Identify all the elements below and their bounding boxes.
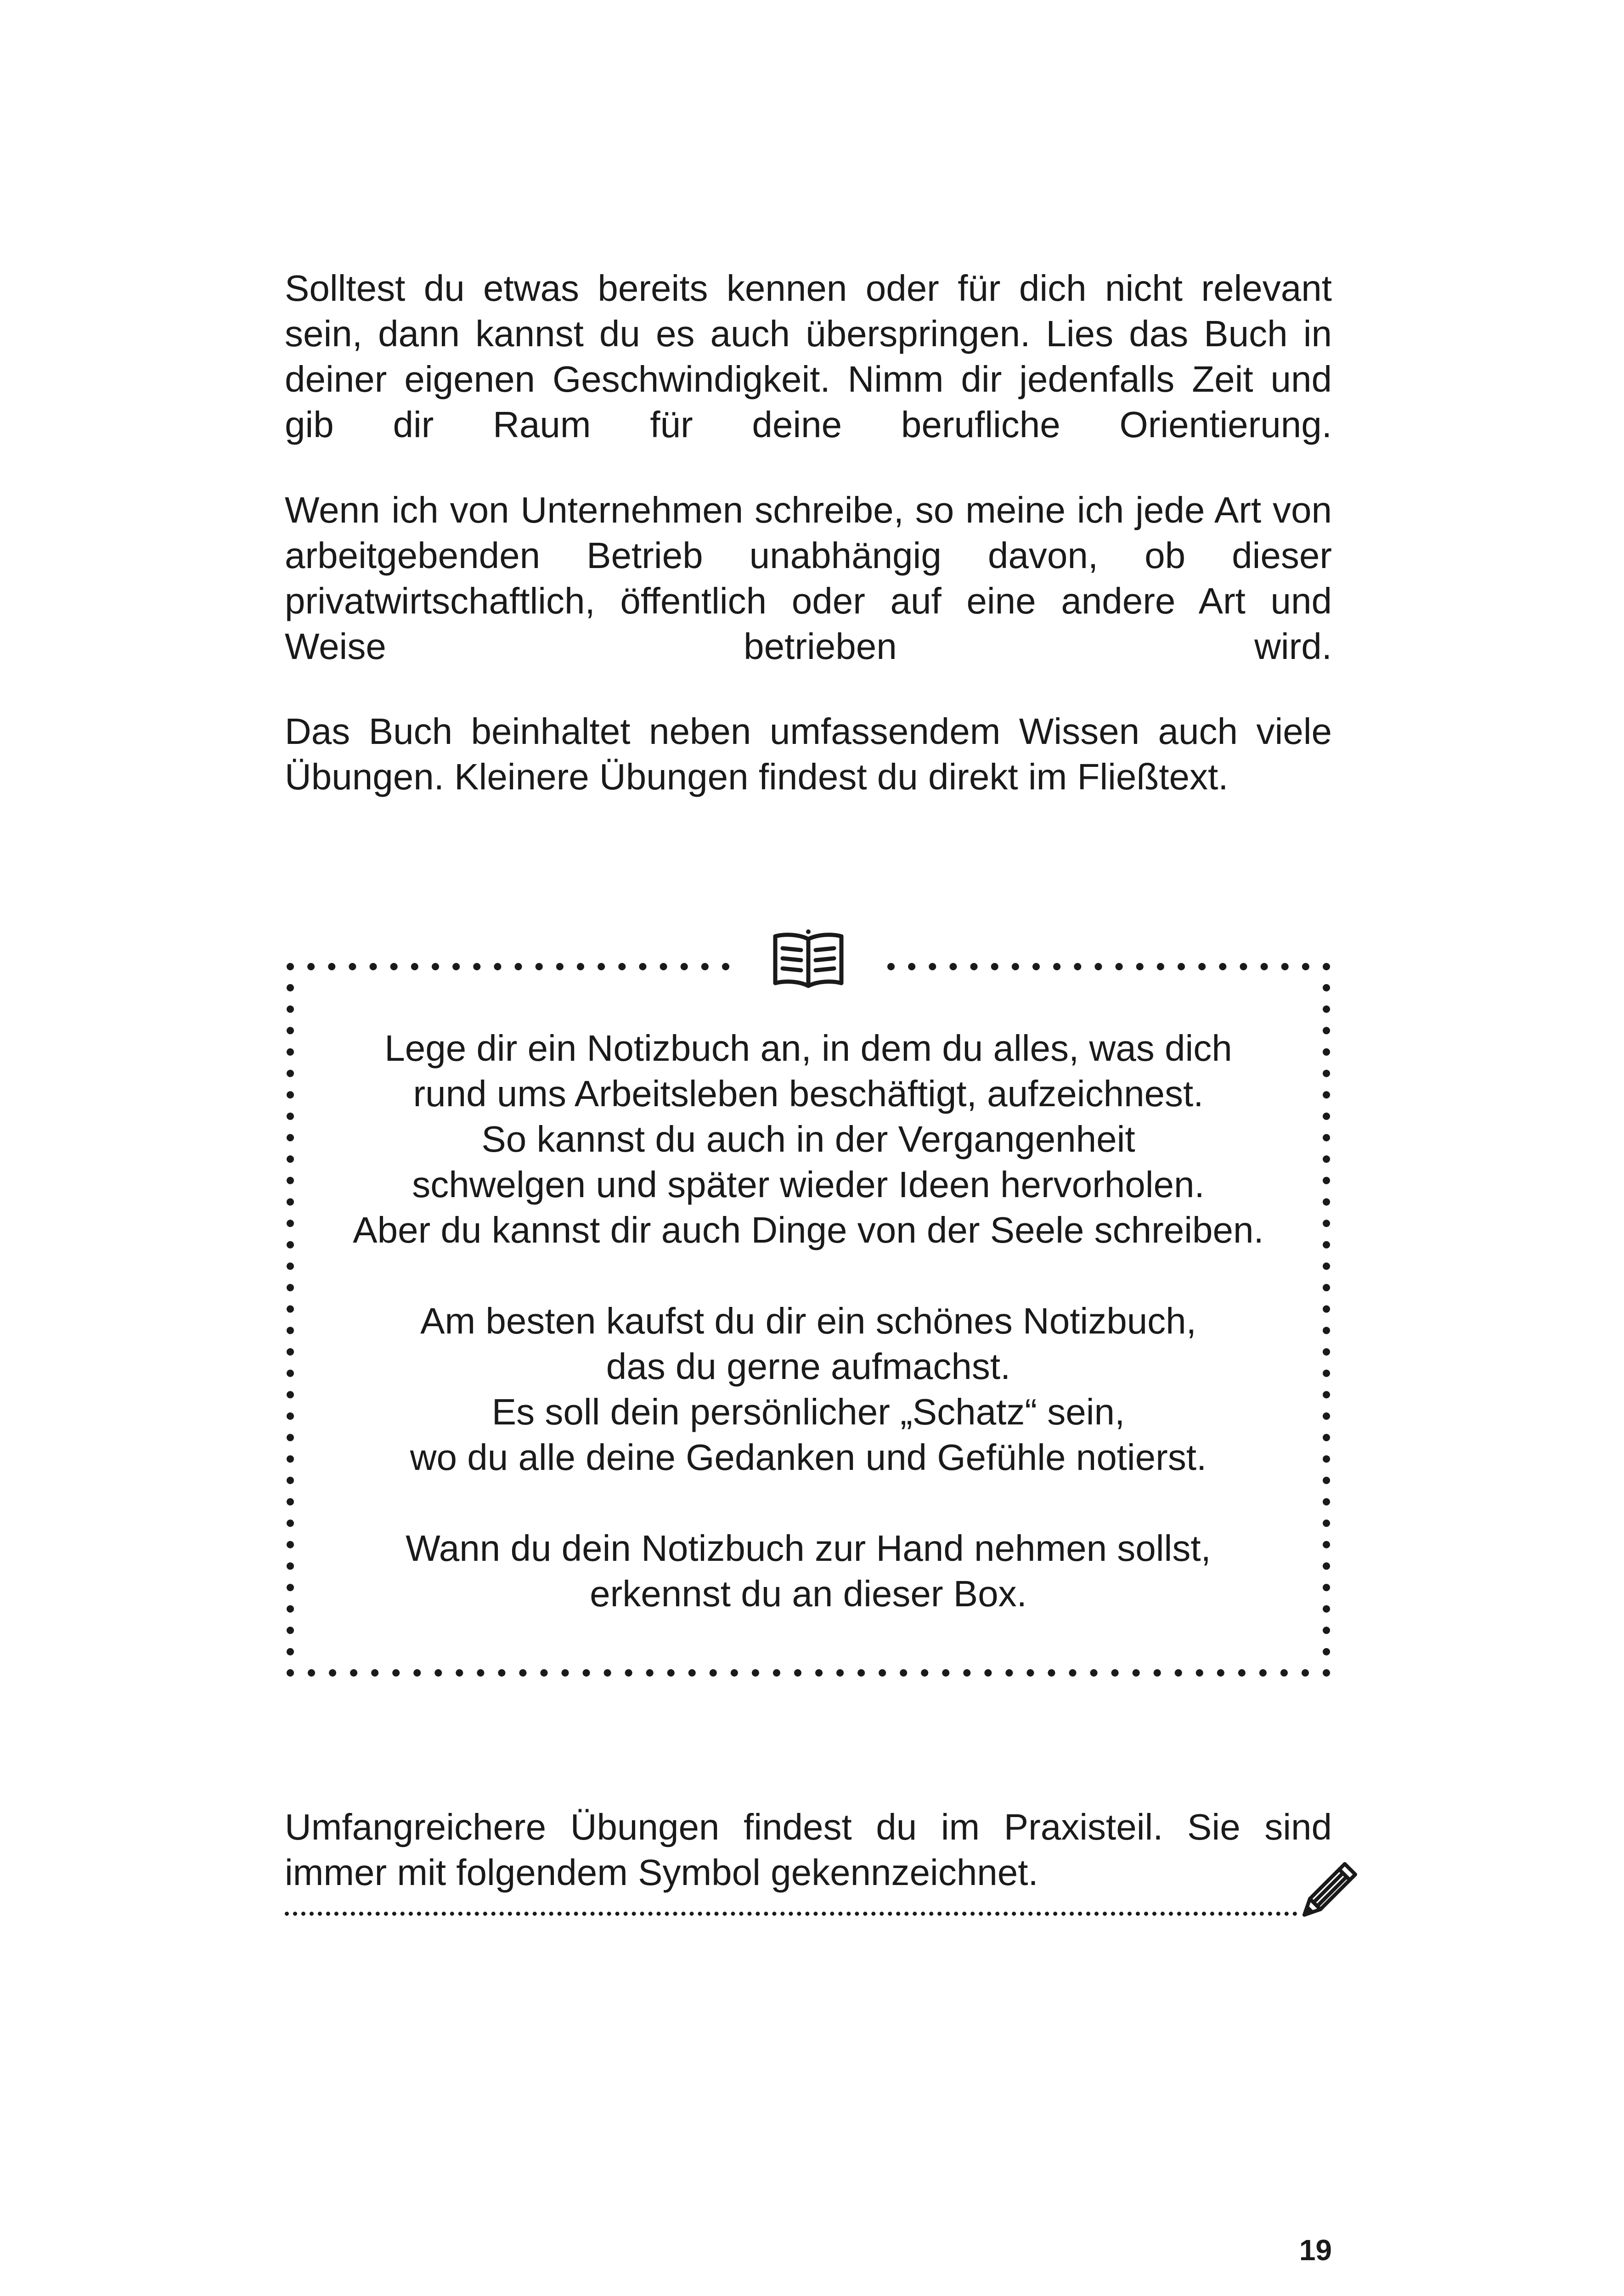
box-line: erkennst du an dieser Box.	[590, 1573, 1027, 1614]
frame-dot	[1178, 963, 1185, 970]
frame-dot	[411, 963, 418, 970]
frame-dot	[1323, 1177, 1330, 1184]
frame-dot	[1323, 1541, 1330, 1548]
frame-dot	[688, 1669, 696, 1677]
frame-dot	[1032, 963, 1040, 970]
frame-dot	[618, 963, 626, 970]
frame-dot	[1238, 1669, 1246, 1677]
frame-dot	[1323, 1669, 1330, 1677]
frame-dot	[287, 1327, 294, 1334]
frame-dot	[287, 1541, 294, 1548]
frame-dot	[1323, 1284, 1330, 1291]
frame-dot	[1323, 1070, 1330, 1077]
frame-dot	[1323, 1048, 1330, 1056]
frame-dot	[794, 1669, 801, 1677]
frame-dot	[1302, 1669, 1309, 1677]
frame-dot	[390, 963, 398, 970]
frame-dot	[879, 1669, 886, 1677]
frame-dot	[1175, 1669, 1182, 1677]
frame-dot	[900, 1669, 907, 1677]
frame-dot	[1259, 1669, 1267, 1677]
frame-dot	[456, 1669, 463, 1677]
frame-dot	[432, 963, 439, 970]
frame-dot	[949, 963, 957, 970]
body-paragraph: Wenn ich von Unternehmen schreibe, so meine ich jede Art von arbeitgebenden Betrieb unabhängig davon, ob dieser privatwirtschaftlich, öffentlich oder auf eine andere Art und Weise betrieben wird.	[285, 490, 1332, 667]
frame-dot	[1154, 1669, 1161, 1677]
frame-dot	[350, 1669, 357, 1677]
frame-dot	[494, 963, 501, 970]
frame-dot	[287, 1412, 294, 1420]
frame-dot	[515, 963, 522, 970]
body-paragraph: Umfangreichere Übungen findest du im Praxisteil. Sie sind immer mit folgendem Symbol gekennzeichnet.	[285, 1806, 1332, 1893]
frame-dot	[287, 1455, 294, 1463]
notebook-box-text	[312, 1025, 1304, 1616]
frame-dot	[722, 963, 729, 970]
frame-dot	[1261, 963, 1268, 970]
frame-dot	[1133, 1669, 1140, 1677]
frame-dot	[287, 1477, 294, 1484]
frame-dot	[1323, 1434, 1330, 1441]
frame-dot	[1323, 1626, 1330, 1634]
frame-dot	[287, 1177, 294, 1184]
box-line: das du gerne aufmachst.	[606, 1346, 1011, 1387]
frame-dot	[287, 1562, 294, 1570]
notebook-box	[285, 961, 1332, 1678]
frame-dot	[413, 1669, 421, 1677]
frame-dot	[667, 1669, 675, 1677]
frame-dot	[598, 963, 605, 970]
dotted-rule	[285, 1912, 1297, 1916]
frame-dot	[929, 963, 936, 970]
frame-dot	[287, 1605, 294, 1613]
box-line: wo du alle deine Gedanken und Gefühle notierst.	[410, 1437, 1207, 1478]
frame-dot	[1323, 1348, 1330, 1356]
frame-dot	[287, 984, 294, 991]
frame-dot	[1323, 1391, 1330, 1398]
frame-dot	[287, 1434, 294, 1441]
frame-dot	[604, 1669, 611, 1677]
frame-dot	[1323, 1091, 1330, 1098]
frame-dot	[287, 1198, 294, 1205]
frame-dot	[1323, 1412, 1330, 1420]
frame-dot	[371, 1669, 378, 1677]
frame-dot	[1323, 1027, 1330, 1034]
body-paragraph: Solltest du etwas bereits kennen oder für dich nicht relevant sein, dann kannst du es auch überspringen. Lies das Buch in deiner eigenen Geschwindigkeit. Nimm dir jedenfalls Zeit und gib dir Raum für deine berufliche Orientierung.	[285, 268, 1332, 445]
frame-dot	[370, 963, 377, 970]
frame-dot	[1217, 1669, 1224, 1677]
frame-dot	[1323, 1220, 1330, 1227]
frame-dot	[287, 1220, 294, 1227]
frame-dot	[287, 1370, 294, 1377]
frame-dot	[287, 1048, 294, 1056]
frame-dot	[287, 1070, 294, 1077]
frame-dot	[681, 963, 688, 970]
frame-dot	[287, 1091, 294, 1098]
frame-dot	[1323, 984, 1330, 991]
frame-dot	[908, 963, 915, 970]
frame-dot	[1323, 1605, 1330, 1613]
frame-dot	[660, 963, 667, 970]
frame-dot	[329, 1669, 336, 1677]
frame-dot	[287, 1134, 294, 1142]
box-line: rund ums Arbeitsleben beschäftigt, aufzeichnest.	[413, 1073, 1204, 1114]
frame-dot	[287, 1498, 294, 1505]
frame-dot	[815, 1669, 823, 1677]
frame-dot	[287, 1284, 294, 1291]
frame-dot	[887, 963, 895, 970]
body-paragraph: Das Buch beinhaltet neben umfassendem Wissen auch viele Übungen. Kleinere Übungen findest du direkt im Fließtext.	[285, 711, 1332, 797]
frame-dot	[1026, 1669, 1034, 1677]
frame-dot	[1005, 1669, 1013, 1677]
frame-dot	[1090, 1669, 1098, 1677]
frame-dot	[1323, 1006, 1330, 1013]
frame-dot	[963, 1669, 970, 1677]
box-line: So kannst du auch in der Vergangenheit	[481, 1119, 1135, 1159]
frame-dot	[1157, 963, 1164, 970]
frame-dot	[1069, 1669, 1077, 1677]
frame-dot	[287, 963, 294, 970]
frame-dot	[1136, 963, 1144, 970]
frame-dot	[1323, 1306, 1330, 1313]
frame-dot	[1094, 963, 1102, 970]
frame-dot	[1219, 963, 1226, 970]
frame-dot	[577, 963, 584, 970]
frame-dot	[1323, 1648, 1330, 1655]
box-line: Am besten kaufst du dir ein schönes Notizbuch,	[420, 1300, 1196, 1341]
frame-dot	[1323, 1519, 1330, 1527]
frame-dot	[287, 1306, 294, 1313]
frame-dot	[519, 1669, 526, 1677]
frame-dot	[307, 963, 315, 970]
frame-dot	[1323, 1498, 1330, 1505]
frame-dot	[349, 963, 356, 970]
frame-dot	[1074, 963, 1081, 970]
frame-dot	[287, 1113, 294, 1120]
frame-dot	[1280, 1669, 1288, 1677]
frame-dot	[287, 1626, 294, 1634]
frame-dot	[710, 1669, 717, 1677]
box-line: Wann du dein Notizbuch zur Hand nehmen sollst,	[406, 1528, 1211, 1569]
frame-dot	[1323, 1134, 1330, 1142]
frame-dot	[536, 963, 543, 970]
frame-dot	[1323, 1155, 1330, 1163]
open-book-icon	[771, 928, 846, 992]
frame-dot	[646, 1669, 654, 1677]
box-line: schwelgen und später wieder Ideen hervorholen.	[412, 1164, 1205, 1205]
frame-dot	[942, 1669, 949, 1677]
frame-dot	[1323, 1562, 1330, 1570]
frame-dot	[1053, 963, 1060, 970]
frame-dot	[287, 1241, 294, 1249]
frame-dot	[1012, 963, 1019, 970]
frame-dot	[452, 963, 460, 970]
frame-dot	[625, 1669, 632, 1677]
frame-dot	[731, 1669, 738, 1677]
frame-dot	[1323, 1327, 1330, 1334]
frame-dot	[287, 1262, 294, 1270]
frame-dot	[1323, 1584, 1330, 1591]
frame-dot	[836, 1669, 844, 1677]
frame-dot	[921, 1669, 928, 1677]
frame-dot	[308, 1669, 315, 1677]
frame-dot	[287, 1391, 294, 1398]
frame-dot	[562, 1669, 569, 1677]
frame-dot	[984, 1669, 992, 1677]
frame-dot	[583, 1669, 590, 1677]
frame-dot	[1281, 963, 1289, 970]
frame-dot	[701, 963, 709, 970]
frame-dot	[477, 1669, 484, 1677]
frame-dot	[434, 1669, 442, 1677]
frame-dot	[1198, 963, 1206, 970]
frame-dot	[287, 1669, 294, 1677]
frame-dot	[1302, 963, 1309, 970]
frame-dot	[857, 1669, 865, 1677]
frame-dot	[773, 1669, 780, 1677]
frame-dot	[1323, 1370, 1330, 1377]
pencil-icon	[1300, 1857, 1362, 1919]
box-line: Aber du kannst dir auch Dinge von der Seele schreiben.	[353, 1210, 1264, 1250]
frame-dot	[1323, 1477, 1330, 1484]
frame-dot	[1323, 963, 1330, 970]
page-number: 19	[1299, 2234, 1332, 2267]
frame-dot	[556, 963, 564, 970]
frame-dot	[287, 1155, 294, 1163]
frame-dot	[473, 963, 480, 970]
frame-dot	[1048, 1669, 1055, 1677]
frame-dot	[498, 1669, 505, 1677]
frame-dot	[287, 1006, 294, 1013]
frame-dot	[1111, 1669, 1119, 1677]
frame-dot	[752, 1669, 759, 1677]
frame-dot	[392, 1669, 400, 1677]
frame-dot	[287, 1519, 294, 1527]
frame-dot	[287, 1648, 294, 1655]
frame-dot	[970, 963, 978, 970]
frame-dot	[639, 963, 646, 970]
frame-dot	[287, 1348, 294, 1356]
frame-dot	[287, 1027, 294, 1034]
frame-dot	[1323, 1455, 1330, 1463]
frame-dot	[1323, 1262, 1330, 1270]
frame-dot	[1196, 1669, 1203, 1677]
frame-dot	[1116, 963, 1123, 970]
frame-dot	[1323, 1113, 1330, 1120]
box-line: Es soll dein persönlicher „Schatz“ sein,	[491, 1391, 1125, 1432]
box-line: Lege dir ein Notizbuch an, in dem du alles, was dich	[384, 1028, 1232, 1069]
frame-dot	[1323, 1241, 1330, 1249]
frame-dot	[540, 1669, 547, 1677]
frame-dot	[328, 963, 335, 970]
frame-dot	[287, 1584, 294, 1591]
frame-dot	[1240, 963, 1247, 970]
frame-dot	[1323, 1198, 1330, 1205]
frame-dot	[991, 963, 998, 970]
